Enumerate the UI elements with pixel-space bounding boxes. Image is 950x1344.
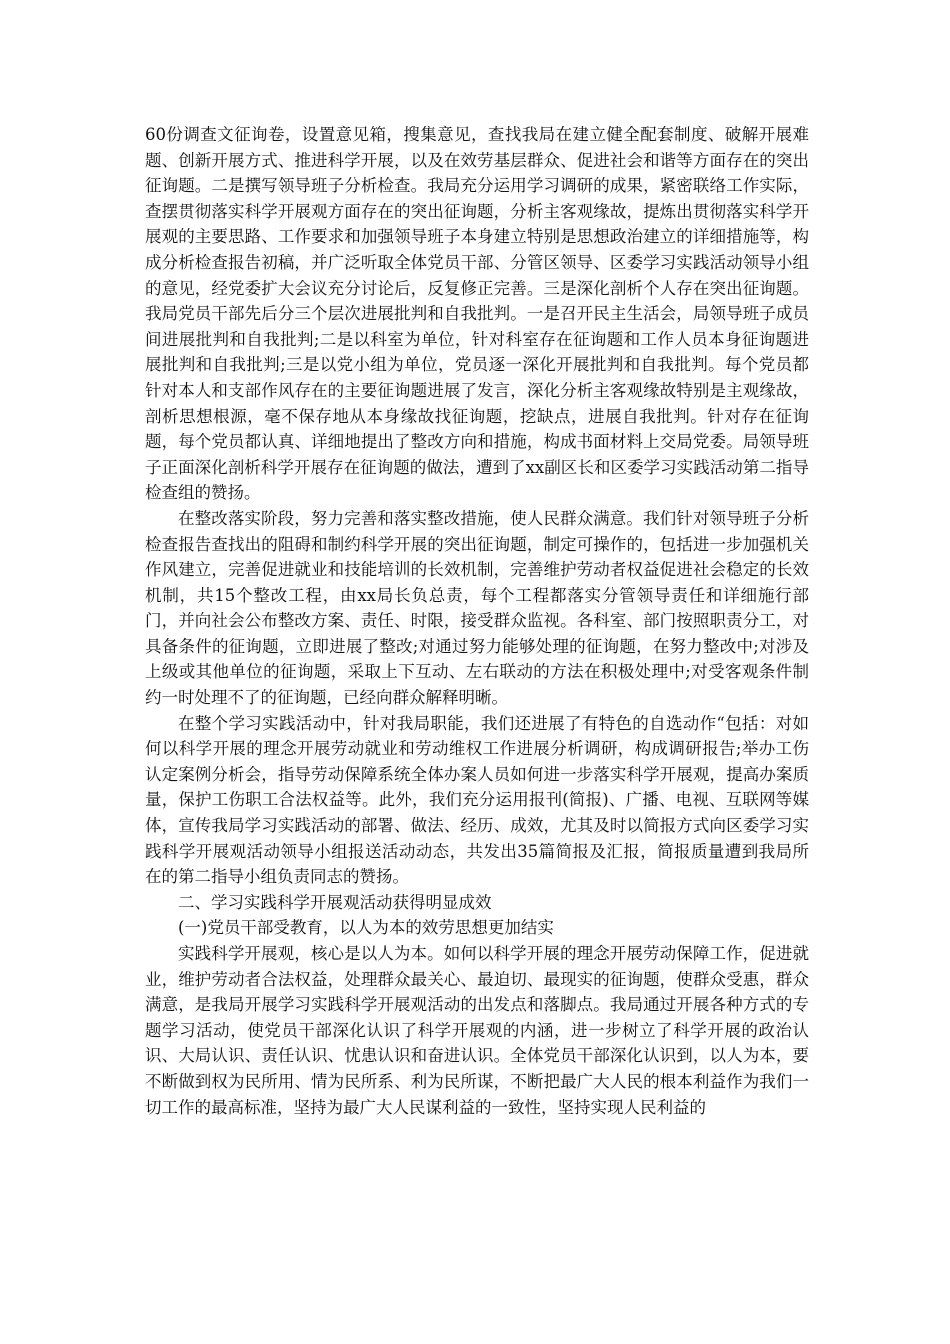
section-heading: 二、学习实践科学开展观活动获得明显成效 bbox=[178, 892, 492, 912]
paragraph-1: 60份调查文征询卷，设置意见箱，搜集意见，查找我局在建立健全配套制度、破解开展难题、创新开展方式、推进科学开展，以及在效劳基层群众、促进社会和谐等方面存在的突出征询题。二是撰写领导班子分析检查。我局充分运用学习调研的成果，紧密联络工作实际，查摆贯彻落实科学开展观方面存在的突出征询题，分析主客观缘故，提炼出贯彻落实科学开展观的主要思路、工作要求和加强领导班子本身建立特别是思想政治建立的详细措施等，构成分析检查报告初稿，并广泛听取全体党员干部、分管区领导、区委学习实践活动领导小组的意见，经党委扩大会议充分讨论后，反复修正完善。三是深化剖析个人存在突出征询题。我局党员干部先后分三个层次进展批判和自我批判。一是召开民主生活会，局领导班子成员间进展批判和自我批判;二是以科室为单位，针对科室存在征询题和工作人员本身征询题进展批判和自我批判;三是以党小组为单位，党员逐一深化开展批判和自我批判。每个党员都针对本人和支部作风存在的主要征询题进展了发言，深化分析主客观缘故特别是主观缘故，剖析思想根源，毫不保存地从本身缘故找征询题，挖缺点，进展自我批判。针对存在征询题，每个党员都认真、详细地提出了整改方向和措施，构成书面材料上交局党委。局领导班子正面深化剖析科学开展存在征询题的做法，遭到了xx副区长和区委学习实践活动第二指导检查组的赞扬。 bbox=[145, 125, 809, 503]
document-body bbox=[145, 122, 809, 1120]
paragraph-4: 实践科学开展观，核心是以人为本。如何以科学开展的理念开展劳动保障工作，促进就业，维护劳动者合法权益，处理群众最关心、最迫切、最现实的征询题，使群众受惠，群众满意，是我局开展学习实践科学开展观活动的出发点和落脚点。我局通过开展各种方式的专题学习活动，使党员干部深化认识了科学开展观的内涵，进一步树立了科学开展的政治认识、大局认识、责任认识、忧患认识和奋进认识。全体党员干部深化认识到，以人为本，要不断做到权为民所用、情为民所系、利为民所谋，不断把最广大人民的根本利益作为我们一切工作的最高标准，坚持为最广大人民谋利益的一致性，坚持实现人民利益的 bbox=[145, 944, 809, 1117]
paragraph-3: 在整个学习实践活动中，针对我局职能，我们还进展了有特色的自选动作“包括：对如何以科学开展的理念开展劳动就业和劳动维权工作进展分析调研，构成调研报告;举办工伤认定案例分析会，指导劳动保障系统全体办案人员如何进一步落实科学开展观，提高办案质量，保护工伤职工合法权益等。此外，我们充分运用报刊(简报)、广播、电视、互联网等媒体，宣传我局学习实践活动的部署、做法、经历、成效，尤其及时以简报方式向区委学习实践科学开展观活动领导小组报送活动动态，共发出35篇简报及汇报，简报质量遭到我局所在的第二指导小组负责同志的赞扬。 bbox=[145, 713, 809, 887]
paragraph-2: 在整改落实阶段，努力完善和落实整改措施，使人民群众满意。我们针对领导班子分析检查报告查找出的阻碍和制约科学开展的突出征询题，制定可操作的，包括进一步加强机关作风建立，完善促进就业和技能培训的长效机制，完善维护劳动者权益促进社会稳定的长效机制，共15个整改工程，由xx局长负总责，每个工程都落实分管领导责任和详细施行部门，并向社会公布整改方案、责任、时限，接受群众监视。各科室、部门按照职责分工，对具备条件的征询题，立即进展了整改;对通过努力能够处理的征询题，在努力整改中;对涉及上级或其他单位的征询题，采取上下互动、左右联动的方法在积极处理中;对受客观条件制约一时处理不了的征询题，已经向群众解释明晰。 bbox=[145, 508, 809, 708]
subsection-heading: (一)党员干部受教育，以人为本的效劳思想更加结实 bbox=[178, 918, 554, 938]
